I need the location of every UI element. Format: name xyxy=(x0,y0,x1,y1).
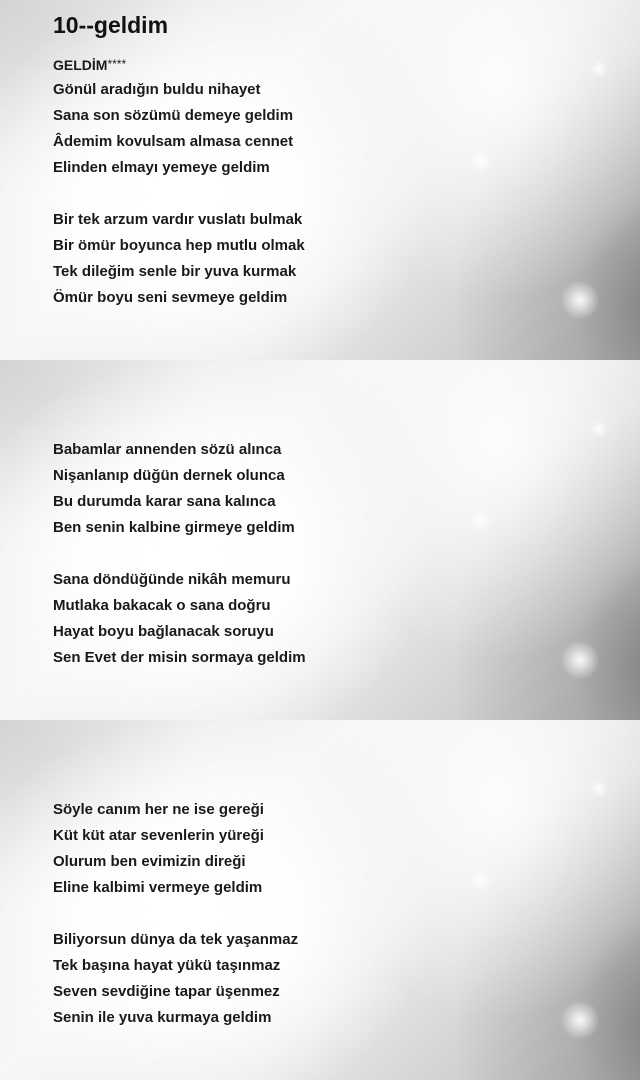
bokeh-light xyxy=(470,510,492,532)
poem-panel-3 xyxy=(0,720,640,1080)
poem-line: Babamlar annenden sözü alınca xyxy=(53,441,282,458)
poem-line: Hayat boyu bağlanacak soruyu xyxy=(53,623,274,640)
bokeh-light xyxy=(560,1000,600,1040)
poem-line: Eline kalbimi vermeye geldim xyxy=(53,879,263,896)
poem-header-word: GELDİM xyxy=(53,57,108,73)
poem-header xyxy=(53,54,126,74)
stanza xyxy=(53,927,298,1031)
poem-line: Tek dileğim senle bir yuva kurmak xyxy=(53,263,297,280)
bokeh-light xyxy=(590,420,608,438)
bokeh-light xyxy=(590,60,608,78)
bokeh-light xyxy=(560,280,600,320)
stanza xyxy=(53,797,264,901)
stanza xyxy=(53,437,295,541)
poem-line: Olurum ben evimizin direği xyxy=(53,853,246,870)
poem-line: Sana son sözümü demeye geldim xyxy=(53,107,294,124)
poem-line: Bir tek arzum vardır vuslatı bulmak xyxy=(53,211,303,228)
poem-line: Biliyorsun dünya da tek yaşanmaz xyxy=(53,931,299,948)
poem-line: Bir ömür boyunca hep mutlu olmak xyxy=(53,237,305,254)
poem-line: Nişanlanıp düğün dernek olunca xyxy=(53,467,285,484)
poem-line: Bu durumda karar sana kalınca xyxy=(53,493,276,510)
stanza xyxy=(53,207,305,311)
poem-line: Söyle canım her ne ise gereği xyxy=(53,801,264,818)
poem-panel-2 xyxy=(0,360,640,720)
bokeh-light xyxy=(470,150,492,172)
stanza xyxy=(53,567,306,671)
bokeh-light xyxy=(470,870,492,892)
stanza xyxy=(53,77,293,181)
poem-line: Sen Evet der misin sormaya geldim xyxy=(53,649,306,666)
poem-line: Tek başına hayat yükü taşınmaz xyxy=(53,957,281,974)
poem-title: 10--geldim xyxy=(53,12,169,38)
poem-panel-1 xyxy=(0,0,640,360)
poem-line: Elinden elmayı yemeye geldim xyxy=(53,159,270,176)
poem-line: Sana döndüğünde nikâh memuru xyxy=(53,571,291,588)
poem-line: Mutlaka bakacak o sana doğru xyxy=(53,597,271,614)
poem-line: Gönül aradığın buldu nihayet xyxy=(53,81,261,98)
bokeh-light xyxy=(590,780,608,798)
poem-header-stars: **** xyxy=(107,57,127,71)
poem-line: Ben senin kalbine girmeye geldim xyxy=(53,519,295,536)
poem-line: Küt küt atar sevenlerin yüreği xyxy=(53,827,264,844)
poem-line: Ömür boyu seni sevmeye geldim xyxy=(53,289,288,306)
poem-line: Senin ile yuva kurmaya geldim xyxy=(53,1009,272,1026)
bokeh-light xyxy=(560,640,600,680)
poem-line: Âdemim kovulsam almasa cennet xyxy=(53,133,294,150)
poem-line: Seven sevdiğine tapar üşenmez xyxy=(53,983,280,1000)
